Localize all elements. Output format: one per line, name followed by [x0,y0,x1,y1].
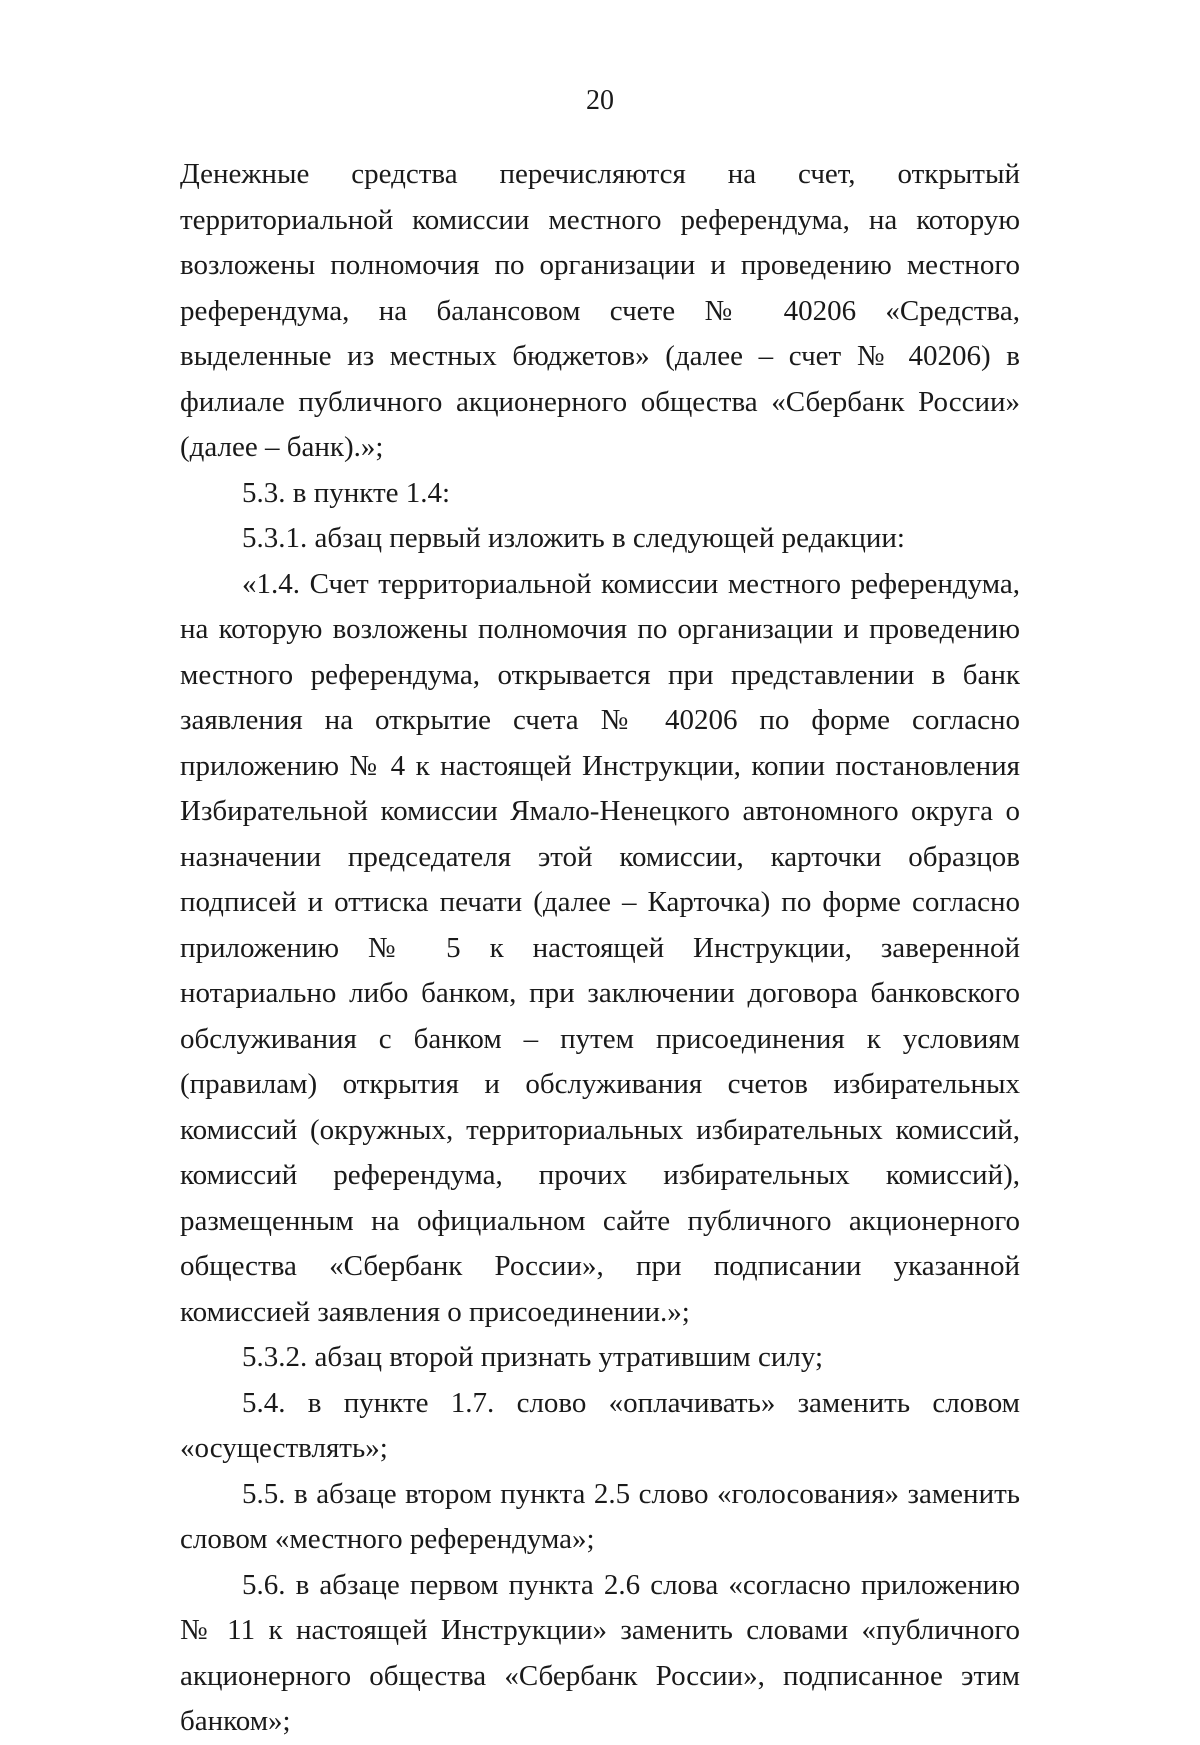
paragraph-item-5-3-1: 5.3.1. абзац первый изложить в следующей редакции: [242,522,905,554]
paragraph-item-5-3: 5.3. в пункте 1.4: [242,476,451,509]
paragraph-item-5-4: 5.4. в пункте 1.7. слово «оплачивать» заменить словом «осуществлять»; [180,1386,1020,1464]
paragraph-clause-1-4: «1.4. Счет территориальной комиссии местного референдума, на которую возложены полномочия по организации и проведению местного референдума, открывается при представлении в банк заявления на открытие счета № 40206 по форме согласно приложению № 4 к настоящей Инструкции, копии постановления Избирательной комиссии Ямало-Ненецкого автономного округа о назначении председателя этой комиссии, карточки образцов подписей и оттиска печати (далее – Карточка) по форме согласно приложению № 5 к настоящей Инструкции, заверенной нотариально либо банком, при заключении договора банковского обслуживания с банком – путем присоединения к условиям (правилам) открытия и обслуживания счетов избирательных комиссий (окружных, территориальных избирательных комиссий, комиссий референдума, прочих избирательных комиссий), размещенным на официальном сайте публичного акционерного общества «Сбербанк России», при подписании указанной комиссией заявления о присоединении.»; [180,567,1020,1328]
paragraph-funds-transfer: Денежные средства перечисляются на счет, открытый территориальной комиссии местного референдума, на которую возложены полномочия по организации и проведению местного референдума, на балансовом счете № 40206 «Средства, выделенные из местных бюджетов» (далее – счет № 40206) в филиале публичного акционерного общества «Сбербанк России» (далее – банк).»; [180,158,1020,463]
paragraph-item-5-5: 5.5. в абзаце втором пункта 2.5 слово «голосования» заменить словом «местного референдума»; [180,1477,1020,1555]
document-body [180,152,1020,1745]
paragraph-item-5-3-2: 5.3.2. абзац второй признать утратившим силу; [242,1341,824,1373]
page-number: 20 [586,85,614,116]
paragraph-item-5-6: 5.6. в абзаце первом пункта 2.6 слова «согласно приложению № 11 к настоящей Инструкции» заменить словами «публичного акционерного общества «Сбербанк России», подписанное этим банком»; [180,1568,1020,1737]
